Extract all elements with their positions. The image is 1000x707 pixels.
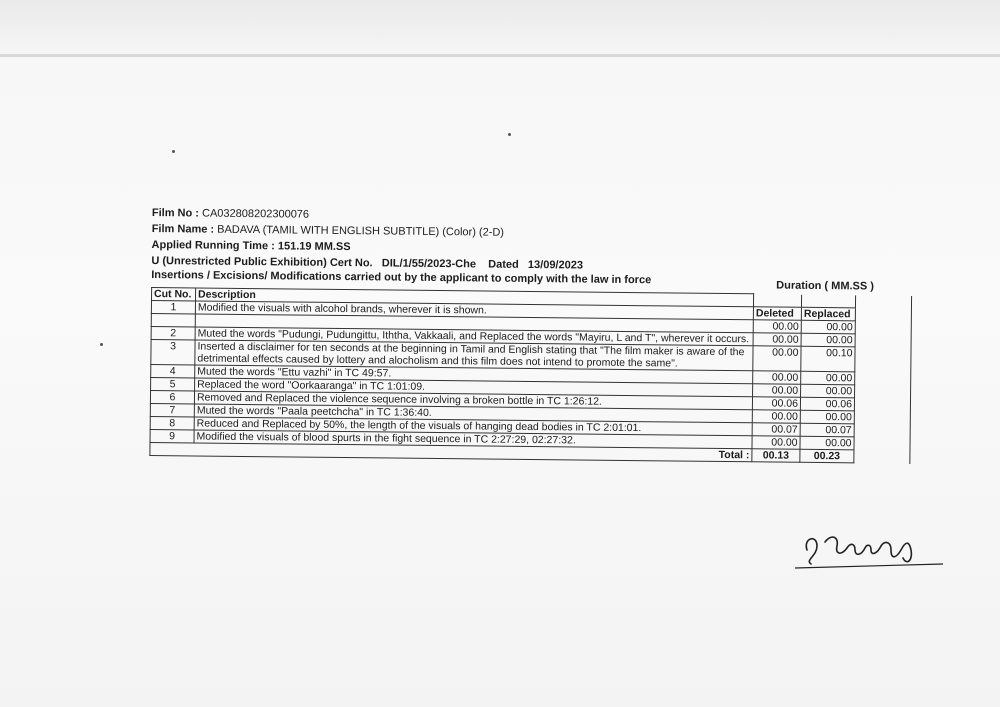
replaced-duration: 00.00 bbox=[800, 436, 854, 450]
replaced-duration: 00.00 bbox=[801, 320, 855, 334]
deleted-duration: 00.00 bbox=[753, 320, 801, 334]
cuts-table bbox=[149, 287, 912, 464]
cut-number: 7 bbox=[150, 403, 194, 416]
replaced-duration: 00.06 bbox=[800, 397, 854, 411]
replaced-duration: 00.07 bbox=[800, 423, 854, 437]
cut-number: 3 bbox=[151, 339, 195, 364]
cut-number: 1 bbox=[151, 301, 195, 314]
deleted-duration: 00.00 bbox=[753, 333, 801, 347]
deleted-duration: 00.00 bbox=[752, 410, 800, 424]
handwritten-signature bbox=[795, 520, 945, 580]
cut-number: 5 bbox=[151, 377, 195, 390]
cut-number: 8 bbox=[150, 416, 194, 429]
deleted-duration: 00.00 bbox=[752, 436, 800, 450]
speck bbox=[508, 133, 511, 136]
cut-description: Muted the words "Ettu vazhi" in TC 49:57. bbox=[195, 365, 753, 384]
film-no-label: Film No : bbox=[151, 206, 200, 220]
deleted-duration: 00.00 bbox=[753, 384, 801, 398]
running-time-value: 151.19 MM.SS bbox=[277, 240, 351, 254]
cut-description: Inserted a disclaimer for ten seconds at the beginning in Tamil and English stating that "The film maker is aware of the detrimental effects caused by lottery and alocholism and this film does not intend to promote the same". bbox=[195, 340, 753, 371]
certificate-label: U (Unrestricted Public Exhibition) Cert No. bbox=[151, 254, 373, 270]
certificate-dated-label: Dated bbox=[488, 258, 519, 271]
cut-description: Replaced the word "Oorkaaranga" in TC 1:01:09. bbox=[195, 378, 753, 397]
total-label: Total : bbox=[194, 443, 752, 462]
deleted-duration: 00.06 bbox=[752, 397, 800, 411]
total-replaced: 00.23 bbox=[800, 449, 854, 463]
film-name-value: BADAVA (TAMIL WITH ENGLISH SUBTITLE) (Color) (2-D) bbox=[217, 223, 505, 239]
film-no-value: CA032808202300076 bbox=[201, 207, 310, 221]
certificate-number: DIL/1/55/2023-Che bbox=[381, 257, 477, 271]
cut-description: Modified the visuals with alcohol brands, wherever it is shown. bbox=[195, 301, 753, 320]
header-deleted: Deleted bbox=[753, 307, 801, 321]
cut-description: Modified the visuals of blood spurts in the fight sequence in TC 2:27:29, 02:27:32. bbox=[194, 430, 752, 449]
total-deleted: 00.13 bbox=[752, 449, 800, 463]
replaced-duration: 00.00 bbox=[801, 384, 855, 398]
insertions-heading: Insertions / Excisions/ Modifications carried out by the applicant to comply with the law in force bbox=[151, 268, 652, 287]
header-replaced: Replaced bbox=[801, 307, 855, 321]
cut-number: 6 bbox=[150, 390, 194, 403]
deleted-duration: 00.07 bbox=[752, 423, 800, 437]
replaced-duration: 00.00 bbox=[801, 333, 855, 347]
speck bbox=[172, 150, 175, 153]
replaced-duration: 00.00 bbox=[801, 371, 855, 385]
cut-description: Removed and Replaced the violence sequence involving a broken bottle in TC 1:26:12. bbox=[194, 391, 752, 410]
film-metadata bbox=[151, 205, 912, 277]
deleted-duration: 00.00 bbox=[753, 371, 801, 385]
cut-description: Muted the words "Pudungi, Pudungittu, Iththa, Vakkaali, and Replaced the words "Mayiru, L and T", wherever it occurs. bbox=[195, 327, 753, 346]
cut-number: 2 bbox=[151, 326, 195, 339]
duration-heading: Duration ( MM.SS ) bbox=[776, 279, 875, 293]
cut-number: 9 bbox=[150, 429, 194, 442]
cut-number: 4 bbox=[151, 364, 195, 377]
certificate-date: 13/09/2023 bbox=[527, 258, 584, 272]
cut-number-spacer bbox=[151, 313, 195, 326]
certificate-document bbox=[149, 205, 912, 464]
cut-description: Muted the words "Paala peetchcha" in TC 1:36:40. bbox=[194, 404, 752, 423]
header-description: Description bbox=[195, 288, 753, 307]
paper-fold bbox=[0, 54, 1000, 57]
replaced-duration: 00.00 bbox=[800, 410, 854, 424]
running-time-label: Applied Running Time : bbox=[151, 238, 275, 253]
deleted-duration: 00.00 bbox=[753, 346, 801, 372]
header-cut-no: Cut No. bbox=[151, 288, 195, 301]
cut-description: Reduced and Replaced by 50%, the length of the visuals of hanging dead bodies in TC 2:01:01. bbox=[194, 417, 752, 436]
film-name-label: Film Name : bbox=[151, 222, 215, 236]
speck bbox=[100, 343, 103, 346]
replaced-duration: 00.10 bbox=[801, 346, 855, 372]
